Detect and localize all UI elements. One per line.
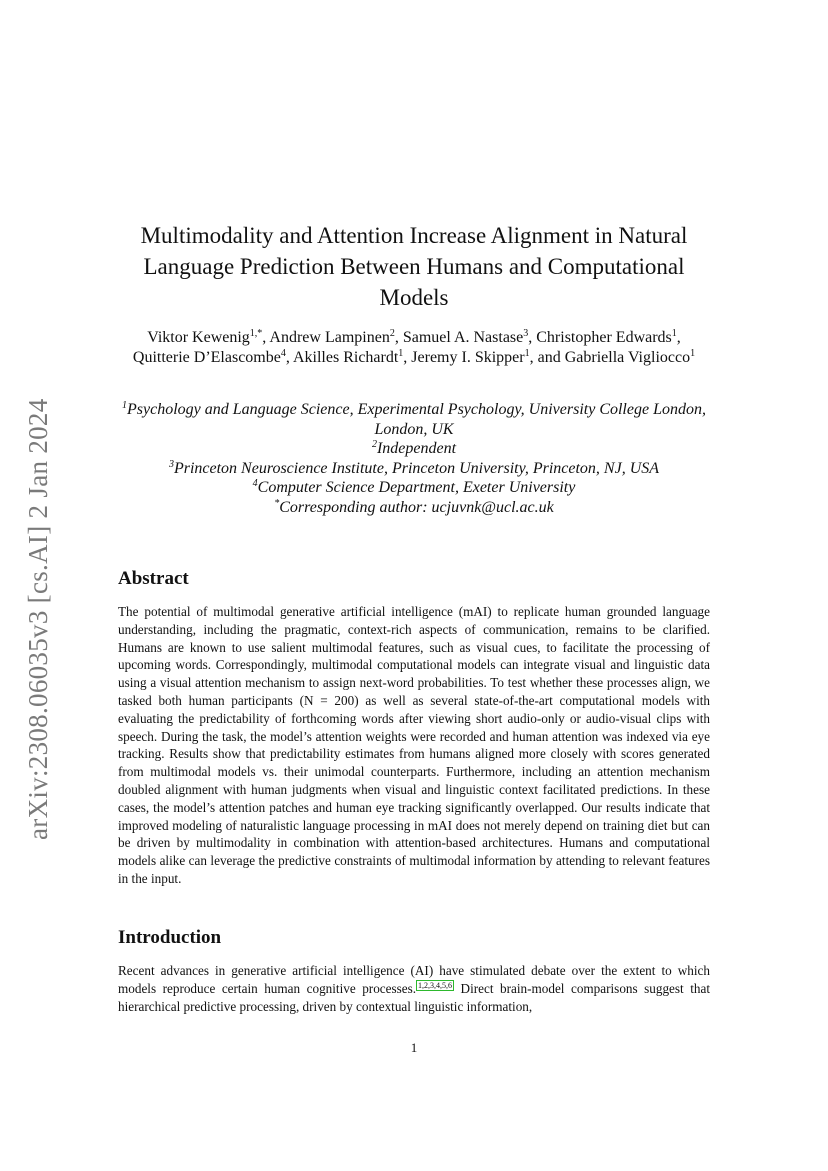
author: Quitterie D’Elascombe$^4$, <box>132 348 293 366</box>
author: Viktor Kewenig$^{1,*}$, <box>147 328 270 346</box>
author: Samuel A. Nastase$^3$, <box>402 328 537 346</box>
abstract-heading: Abstract <box>118 568 189 589</box>
arxiv-identifier[interactable]: arXiv:2308.06035v3 [cs.AI] 2 Jan 2024 <box>23 398 53 840</box>
author: Christopher Edwards$^1$, <box>536 328 681 346</box>
affiliation: $^1$Psychology and Language Science, Experimental Psychology, University College London, London, UK <box>122 400 706 438</box>
paper-title: Multimodality and Attention Increase Alignment in Natural Language Prediction Between Humans and Computational Models <box>140 223 688 310</box>
introduction-text: Recent advances in generative artificial intelligence (AI) have stimulated debate over the extent to which models reproduce certain human cognitive processes. 1,2,3,4,5,6 Direct brain-model comparisons suggest that hierarchical predictive processing, driven by contextual linguistic information, <box>118 963 710 1014</box>
affiliation: $^4$Computer Science Department, Exeter University <box>252 478 576 496</box>
affiliation: $^3$Princeton Neuroscience Institute, Princeton University, Princeton, NJ, USA <box>168 458 660 477</box>
author: Akilles Richardt$^1$, <box>292 348 412 366</box>
abstract-text: The potential of multimodal generative artificial intelligence (mAI) to replicate human grounded language understanding, including the pragmatic, context-rich aspects of communication, remains to be clarified. Humans are known to use salient multimodal features, such as visual cues, to facilitate the processing of upcoming words. Correspondingly, multimodal computational models can integrate visual and linguistic data using a visual attention mechanism to assign next-word probabilities. To test whether these processes align, we tasked both human participants (N = 200) as well as several state-of-the-art computational models with evaluating the predictability of forthcoming words after viewing short audio-only or audio-visual clips with speech. During the task, the model’s attention weights were recorded and human attention was indexed via eye tracking. Results show that predictability estimates from humans aligned more closely with scores generated from multimodal models vs. their unimodal counterparts. Furthermore, including an attention mechanism doubled alignment with human judgments when visual and linguistic context facilitated predictions. In these cases, the model’s attention patches and human eye tracking significantly overlapped. Our results indicate that improved modeling of naturalistic language processing in mAI does not merely depend on training diet but can be driven by multimodality in combination with attention-based architectures. Humans and computational models alike can leverage the predictive constraints of multimodal information by attending to relevant features in the input. <box>118 604 710 886</box>
affiliation: $^2$Independent <box>371 439 457 457</box>
affiliation-list <box>110 400 718 517</box>
author: Andrew Lampinen$^2$, <box>269 328 403 346</box>
page-number: 1 <box>410 1040 418 1055</box>
corresponding-author: *Corresponding author: ucjuvnk@ucl.ac.uk <box>274 497 554 516</box>
author-list <box>120 328 708 368</box>
citation-link[interactable]: 1,2,3,4,5,6 <box>418 980 453 990</box>
introduction-heading: Introduction <box>118 927 222 948</box>
author: Gabriella Vigliocco$^1$ <box>564 348 696 366</box>
author: Jeremy I. Skipper$^1$, and <box>411 348 565 366</box>
